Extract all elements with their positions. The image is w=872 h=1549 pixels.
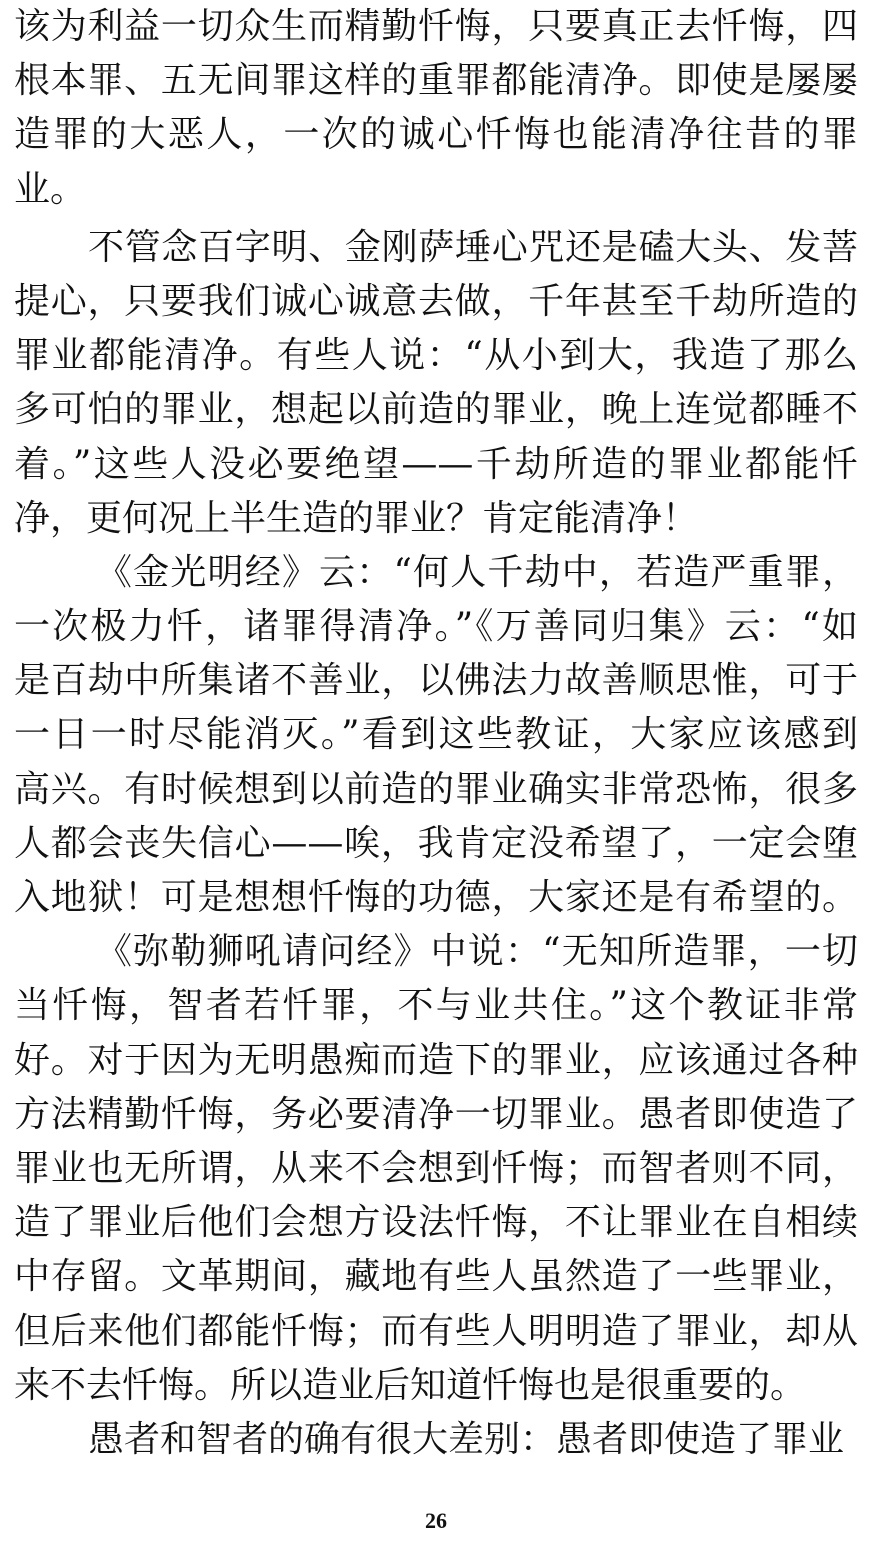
text-line: 好。对于因为无明愚痴而造下的罪业，应该通过各种	[14, 1039, 858, 1081]
page-number: 26	[425, 1508, 447, 1533]
text-line: 该为利益一切众生而精勤忏悔，只要真正去忏悔，四	[14, 6, 858, 47]
text-line: 造了罪业后他们会想方设法忏悔，不让罪业在自相续	[14, 1202, 858, 1244]
text-line: 《弥勒狮吼请问经》中说：“无知所造罪，一切	[96, 931, 858, 973]
page-body	[14, 0, 858, 1467]
text-line: 方法精勤忏悔，务必要清净一切罪业。愚者即使造了	[14, 1093, 858, 1135]
text-line: 愚者和智者的确有很大差别：愚者即使造了罪业	[88, 1418, 845, 1460]
text-line: 净，更何况上半生造的罪业？肯定能清净！	[14, 497, 699, 539]
text-line: 业。	[14, 168, 87, 210]
text-line: 但后来他们都能忏悔；而有些人明明造了罪业，却从	[14, 1310, 858, 1352]
text-line: 是百劫中所集诸不善业，以佛法力故善顺思惟，可于	[14, 660, 858, 702]
text-line: 根本罪、五无间罪这样的重罪都能清净。即使是屡屡	[14, 60, 858, 102]
text-line: 中存留。文革期间，藏地有些人虽然造了一些罪业，	[14, 1256, 858, 1298]
text-line: 一日一时尽能消灭。”看到这些教证，大家应该感到	[14, 714, 858, 756]
text-line: 当忏悔，智者若忏罪，不与业共住。”这个教证非常	[14, 985, 858, 1027]
paragraph	[14, 546, 858, 925]
text-line: 来不去忏悔。所以造业后知道忏悔也是很重要的。	[14, 1364, 807, 1406]
text-line: 着。”这些人没必要绝望——千劫所造的罪业都能忏	[14, 443, 858, 485]
text-line: 《金光明经》云：“何人千劫中，若造严重罪，	[96, 551, 858, 593]
paragraph	[14, 221, 858, 546]
text-line: 提心，只要我们诚心诚意去做，千年甚至千劫所造的	[14, 280, 858, 322]
text-line: 多可怕的罪业，想起以前造的罪业，晚上连觉都睡不	[14, 389, 858, 431]
paragraph	[14, 1413, 858, 1467]
text-line: 罪业也无所谓，从来不会想到忏悔；而智者则不同，	[14, 1147, 858, 1189]
text-line: 不管念百字明、金刚萨埵心咒还是磕大头、发菩	[88, 226, 858, 268]
text-line: 一次极力忏，诸罪得清净。”《万善同归集》云：“如	[14, 606, 858, 648]
text-line: 高兴。有时候想到以前造的罪业确实非常恐怖，很多	[14, 768, 858, 810]
text-line: 入地狱！可是想想忏悔的功德，大家还是有希望的。	[14, 877, 858, 918]
text-line: 罪业都能清净。有些人说：“从小到大，我造了那么	[14, 335, 858, 377]
paragraph	[14, 925, 858, 1413]
text-line: 人都会丧失信心——唉，我肯定没希望了，一定会堕	[14, 822, 858, 864]
text-line: 造罪的大恶人，一次的诚心忏悔也能清净往昔的罪	[14, 114, 858, 156]
paragraph	[14, 0, 858, 217]
